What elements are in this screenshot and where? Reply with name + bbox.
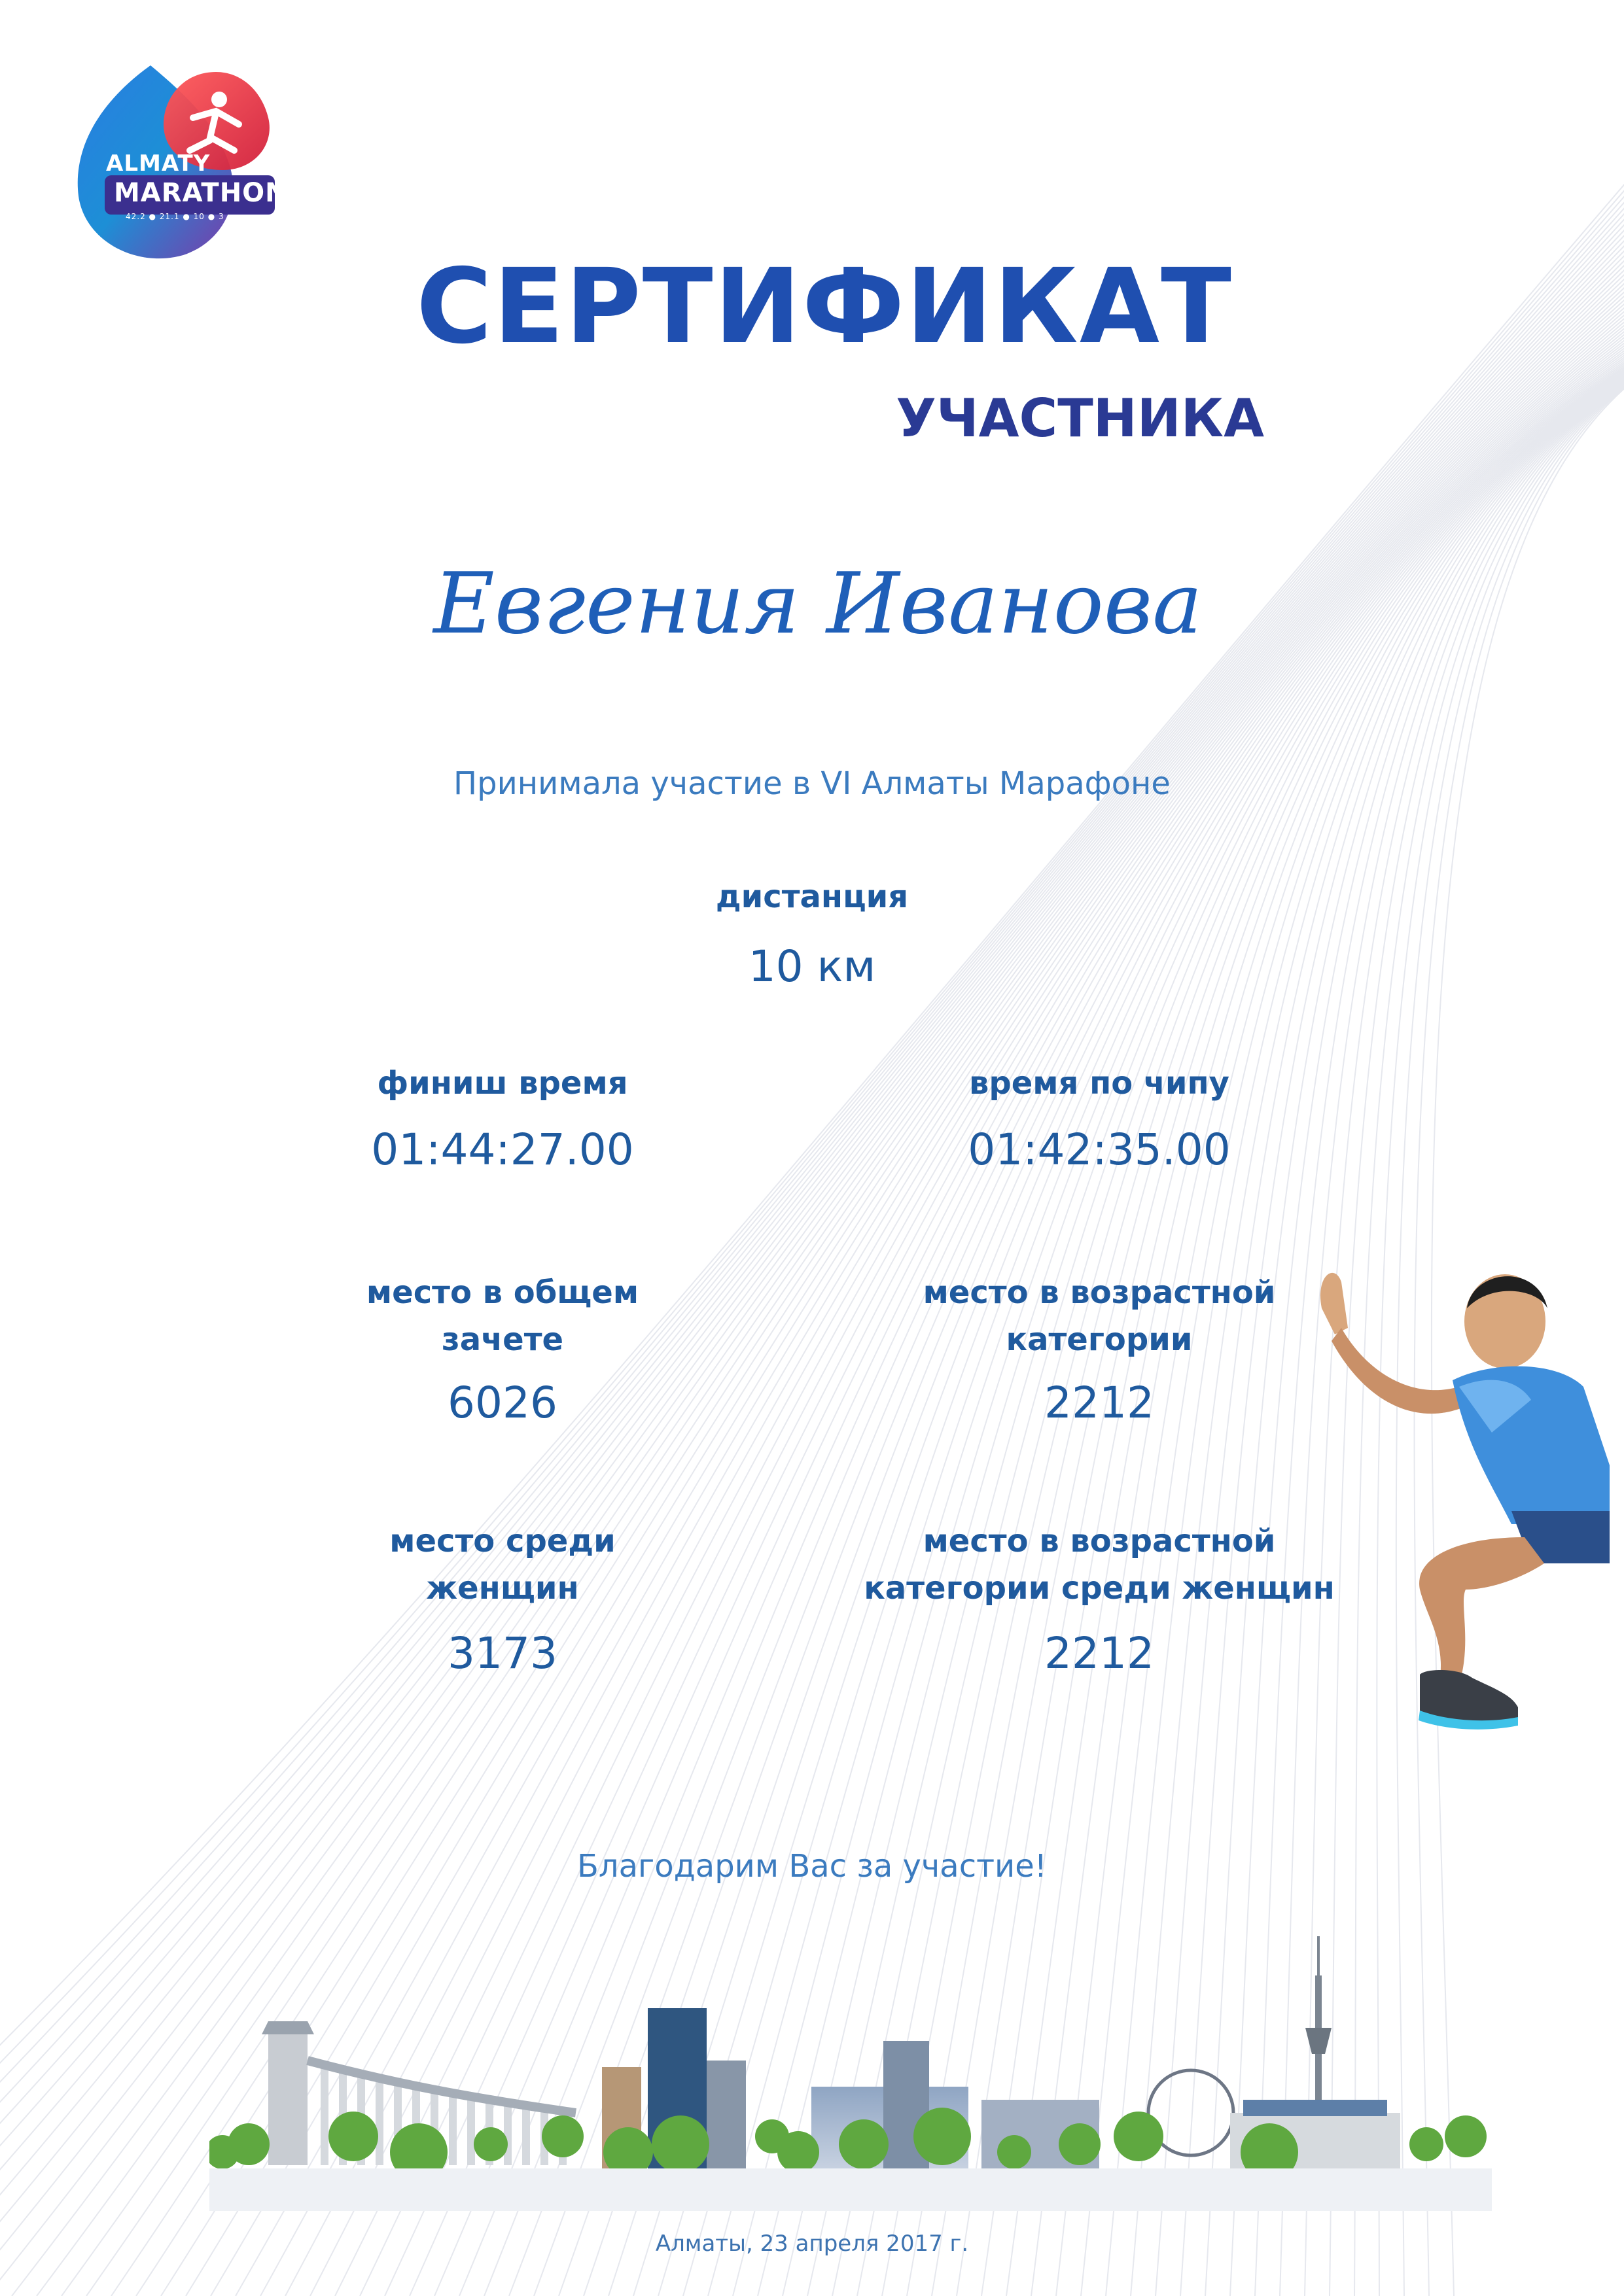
almaty-marathon-logo (65, 59, 288, 268)
logo-distances-text: 42.2 ● 21.1 ● 10 ● 3 (126, 212, 224, 221)
runner-illustration (1296, 1249, 1610, 1786)
distance-value: 10 км (748, 941, 876, 992)
women-age-category-place-label-line1: место в возрастной (923, 1523, 1276, 1559)
overall-place-value: 6026 (448, 1378, 557, 1428)
thanks-text: Благодарим Вас за участие! (576, 1848, 1048, 1885)
women-age-category-place-label (824, 1518, 1374, 1612)
overall-place-label-line2: зачете (441, 1321, 564, 1358)
chip-time-label: время по чипу (969, 1065, 1229, 1102)
chip-time-value: 01:42:35.00 (968, 1124, 1231, 1175)
almaty-skyline-illustration (209, 1936, 1492, 2211)
certificate-subtitle: УЧАСТНИКА (896, 388, 1264, 449)
logo-almaty-text: ALMATY (106, 150, 211, 177)
women-place-label-line1: место среди (389, 1523, 616, 1559)
age-category-place-value: 2212 (1044, 1378, 1154, 1428)
overall-place-label-line1: место в общем (366, 1274, 639, 1311)
age-category-place-label-line1: место в возрастной (923, 1274, 1276, 1311)
participation-text: Принимала участие в VI Алматы Марафоне (453, 765, 1171, 802)
women-place-value: 3173 (448, 1628, 557, 1679)
finish-time-value: 01:44:27.00 (371, 1124, 634, 1175)
overall-place-label (306, 1269, 699, 1363)
participant-name: Евгения Иванова (433, 555, 1203, 653)
women-age-category-place-value: 2212 (1044, 1628, 1154, 1679)
footer-date-location: Алматы, 23 апреля 2017 г. (655, 2231, 969, 2257)
women-place-label (306, 1518, 699, 1612)
age-category-place-label-line2: категории (1006, 1321, 1193, 1358)
finish-time-label: финиш время (377, 1065, 628, 1102)
women-place-label-line2: женщин (426, 1570, 579, 1607)
distance-label: дистанция (715, 878, 909, 915)
certificate-title: СЕРТИФИКАТ (416, 247, 1233, 367)
age-category-place-label (870, 1269, 1328, 1363)
women-age-category-place-label-line2: категории среди женщин (864, 1570, 1335, 1607)
logo-marathon-text: MARATHON (114, 178, 288, 208)
